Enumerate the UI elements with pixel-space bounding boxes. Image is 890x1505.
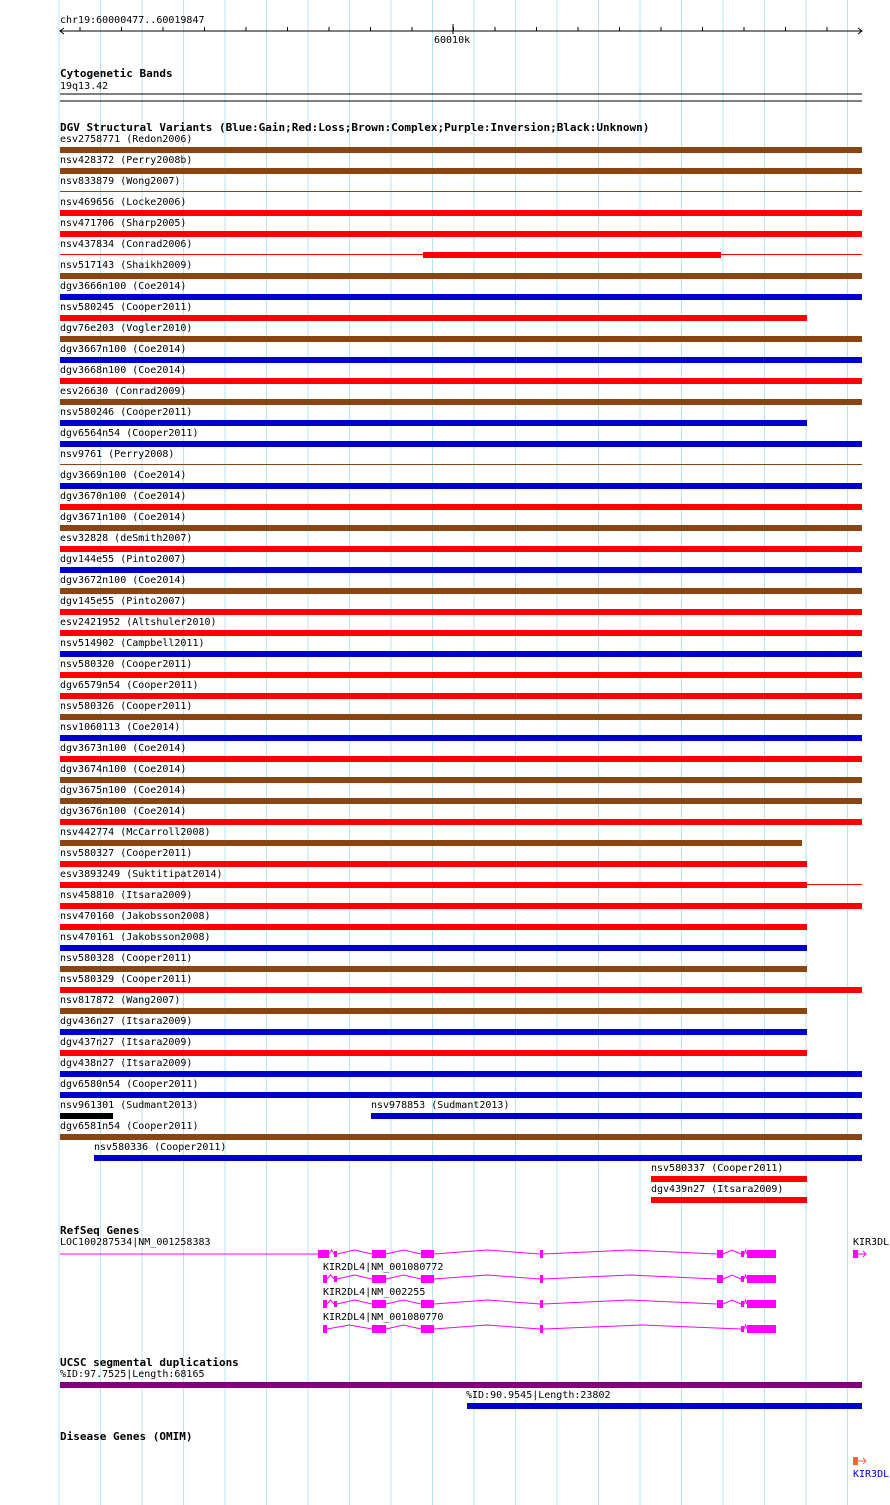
dgv-variant-label[interactable]: nsv470160 (Jakobsson2008)	[60, 911, 211, 922]
dgv-variant-label[interactable]: esv2421952 (Altshuler2010)	[60, 617, 217, 628]
dgv-variant-label[interactable]: dgv6564n54 (Cooper2011)	[60, 428, 199, 439]
dgv-track-title[interactable]: DGV Structural Variants (Blue:Gain;Red:Loss;Brown:Complex;Purple:Inversion;Black:Unknown)	[60, 121, 650, 134]
omim-label-kir3dl-edge[interactable]: KIR3DL	[853, 1469, 890, 1480]
dgv-variant-label[interactable]: dgv3667n100 (Coe2014)	[60, 344, 187, 355]
dgv-variant-label[interactable]: nsv580329 (Cooper2011)	[60, 974, 193, 985]
gene-label-kir3dl-edge[interactable]: KIR3DL	[853, 1237, 890, 1248]
ruler-position-label: chr19:60000477..60019847	[60, 15, 205, 26]
dgv-variant-label[interactable]: nsv458810 (Itsara2009)	[60, 890, 193, 901]
dgv-variant-label[interactable]: dgv6579n54 (Cooper2011)	[60, 680, 199, 691]
omim-track-title[interactable]: Disease Genes (OMIM)	[60, 1430, 193, 1443]
dgv-variant-label[interactable]: dgv3672n100 (Coe2014)	[60, 575, 187, 586]
dgv-variant-label[interactable]: dgv76e203 (Vogler2010)	[60, 323, 193, 334]
dgv-variant-label[interactable]: dgv3675n100 (Coe2014)	[60, 785, 187, 796]
gene-label-kir2dl4-nm001080772[interactable]: KIR2DL4|NM_001080772	[323, 1262, 444, 1273]
dgv-variant-label[interactable]: nsv580245 (Cooper2011)	[60, 302, 193, 313]
dgv-variant-label[interactable]: esv26630 (Conrad2009)	[60, 386, 187, 397]
dgv-variant-label[interactable]: nsv961301 (Sudmant2013)	[60, 1100, 199, 1111]
dgv-variant-label[interactable]: dgv439n27 (Itsara2009)	[651, 1184, 784, 1195]
dgv-variant-label[interactable]: nsv517143 (Shaikh2009)	[60, 260, 193, 271]
segdup-track-title[interactable]: UCSC segmental duplications	[60, 1356, 239, 1369]
dgv-variant-label[interactable]: dgv3674n100 (Coe2014)	[60, 764, 187, 775]
dgv-variant-label[interactable]: nsv580336 (Cooper2011)	[94, 1142, 227, 1153]
dgv-variant-label[interactable]: nsv470161 (Jakobsson2008)	[60, 932, 211, 943]
dgv-variant-label[interactable]: esv2758771 (Redon2006)	[60, 134, 193, 145]
dgv-variant-label[interactable]: nsv580328 (Cooper2011)	[60, 953, 193, 964]
dgv-variant-label[interactable]: nsv9761 (Perry2008)	[60, 449, 175, 460]
dgv-variant-label[interactable]: nsv978853 (Sudmant2013)	[371, 1100, 510, 1111]
dgv-variant-label[interactable]: nsv580320 (Cooper2011)	[60, 659, 193, 670]
dgv-variant-label[interactable]: dgv3669n100 (Coe2014)	[60, 470, 187, 481]
segdup-label-2[interactable]: %ID:90.9545|Length:23802	[466, 1390, 611, 1401]
dgv-variant-label[interactable]: dgv3671n100 (Coe2014)	[60, 512, 187, 523]
dgv-variant-label[interactable]: nsv469656 (Locke2006)	[60, 197, 187, 208]
cytoband-track-title[interactable]: Cytogenetic Bands	[60, 67, 173, 80]
dgv-variant-label[interactable]: nsv580246 (Cooper2011)	[60, 407, 193, 418]
dgv-variant-label[interactable]: nsv514902 (Campbell2011)	[60, 638, 205, 649]
dgv-variant-label[interactable]: nsv580337 (Cooper2011)	[651, 1163, 784, 1174]
dgv-variant-label[interactable]: esv3893249 (Suktitipat2014)	[60, 869, 223, 880]
dgv-variant-label[interactable]: nsv437834 (Conrad2006)	[60, 239, 193, 250]
dgv-variant-label[interactable]: dgv6581n54 (Cooper2011)	[60, 1121, 199, 1132]
dgv-variant-label[interactable]: esv32828 (deSmith2007)	[60, 533, 193, 544]
dgv-variant-label[interactable]: nsv442774 (McCarroll2008)	[60, 827, 211, 838]
dgv-variant-label[interactable]: dgv145e55 (Pinto2007)	[60, 596, 187, 607]
dgv-variant-label[interactable]: dgv3673n100 (Coe2014)	[60, 743, 187, 754]
ruler-tick-label: 60010k	[434, 35, 471, 46]
gene-label-kir2dl4-nm002255[interactable]: KIR2DL4|NM_002255	[323, 1287, 426, 1298]
gene-label-loc100287534[interactable]: LOC100287534|NM_001258383	[60, 1237, 211, 1248]
dgv-variant-label[interactable]: dgv437n27 (Itsara2009)	[60, 1037, 193, 1048]
dgv-variant-label[interactable]: dgv436n27 (Itsara2009)	[60, 1016, 193, 1027]
dgv-variant-label[interactable]: nsv817872 (Wang2007)	[60, 995, 181, 1006]
dgv-variant-label[interactable]: dgv6580n54 (Cooper2011)	[60, 1079, 199, 1090]
dgv-variant-label[interactable]: nsv580326 (Cooper2011)	[60, 701, 193, 712]
dgv-variant-label[interactable]: nsv428372 (Perry2008b)	[60, 155, 193, 166]
dgv-variant-label[interactable]: nsv833879 (Wong2007)	[60, 176, 181, 187]
dgv-variant-label[interactable]: nsv471706 (Sharp2005)	[60, 218, 187, 229]
segdup-label-1[interactable]: %ID:97.7525|Length:68165	[60, 1369, 205, 1380]
dgv-variant-label[interactable]: dgv144e55 (Pinto2007)	[60, 554, 187, 565]
dgv-variant-label[interactable]: nsv1060113 (Coe2014)	[60, 722, 181, 733]
cytoband-band-label: 19q13.42	[60, 81, 109, 92]
gene-label-kir2dl4-nm001080770[interactable]: KIR2DL4|NM_001080770	[323, 1312, 444, 1323]
dgv-variant-label[interactable]: dgv3666n100 (Coe2014)	[60, 281, 187, 292]
dgv-variant-label[interactable]: dgv3668n100 (Coe2014)	[60, 365, 187, 376]
dgv-variant-label[interactable]: dgv3676n100 (Coe2014)	[60, 806, 187, 817]
dgv-variant-label[interactable]: dgv438n27 (Itsara2009)	[60, 1058, 193, 1069]
dgv-variant-label[interactable]: nsv580327 (Cooper2011)	[60, 848, 193, 859]
dgv-variant-label[interactable]: dgv3670n100 (Coe2014)	[60, 491, 187, 502]
refseq-track-title[interactable]: RefSeq Genes	[60, 1224, 140, 1237]
